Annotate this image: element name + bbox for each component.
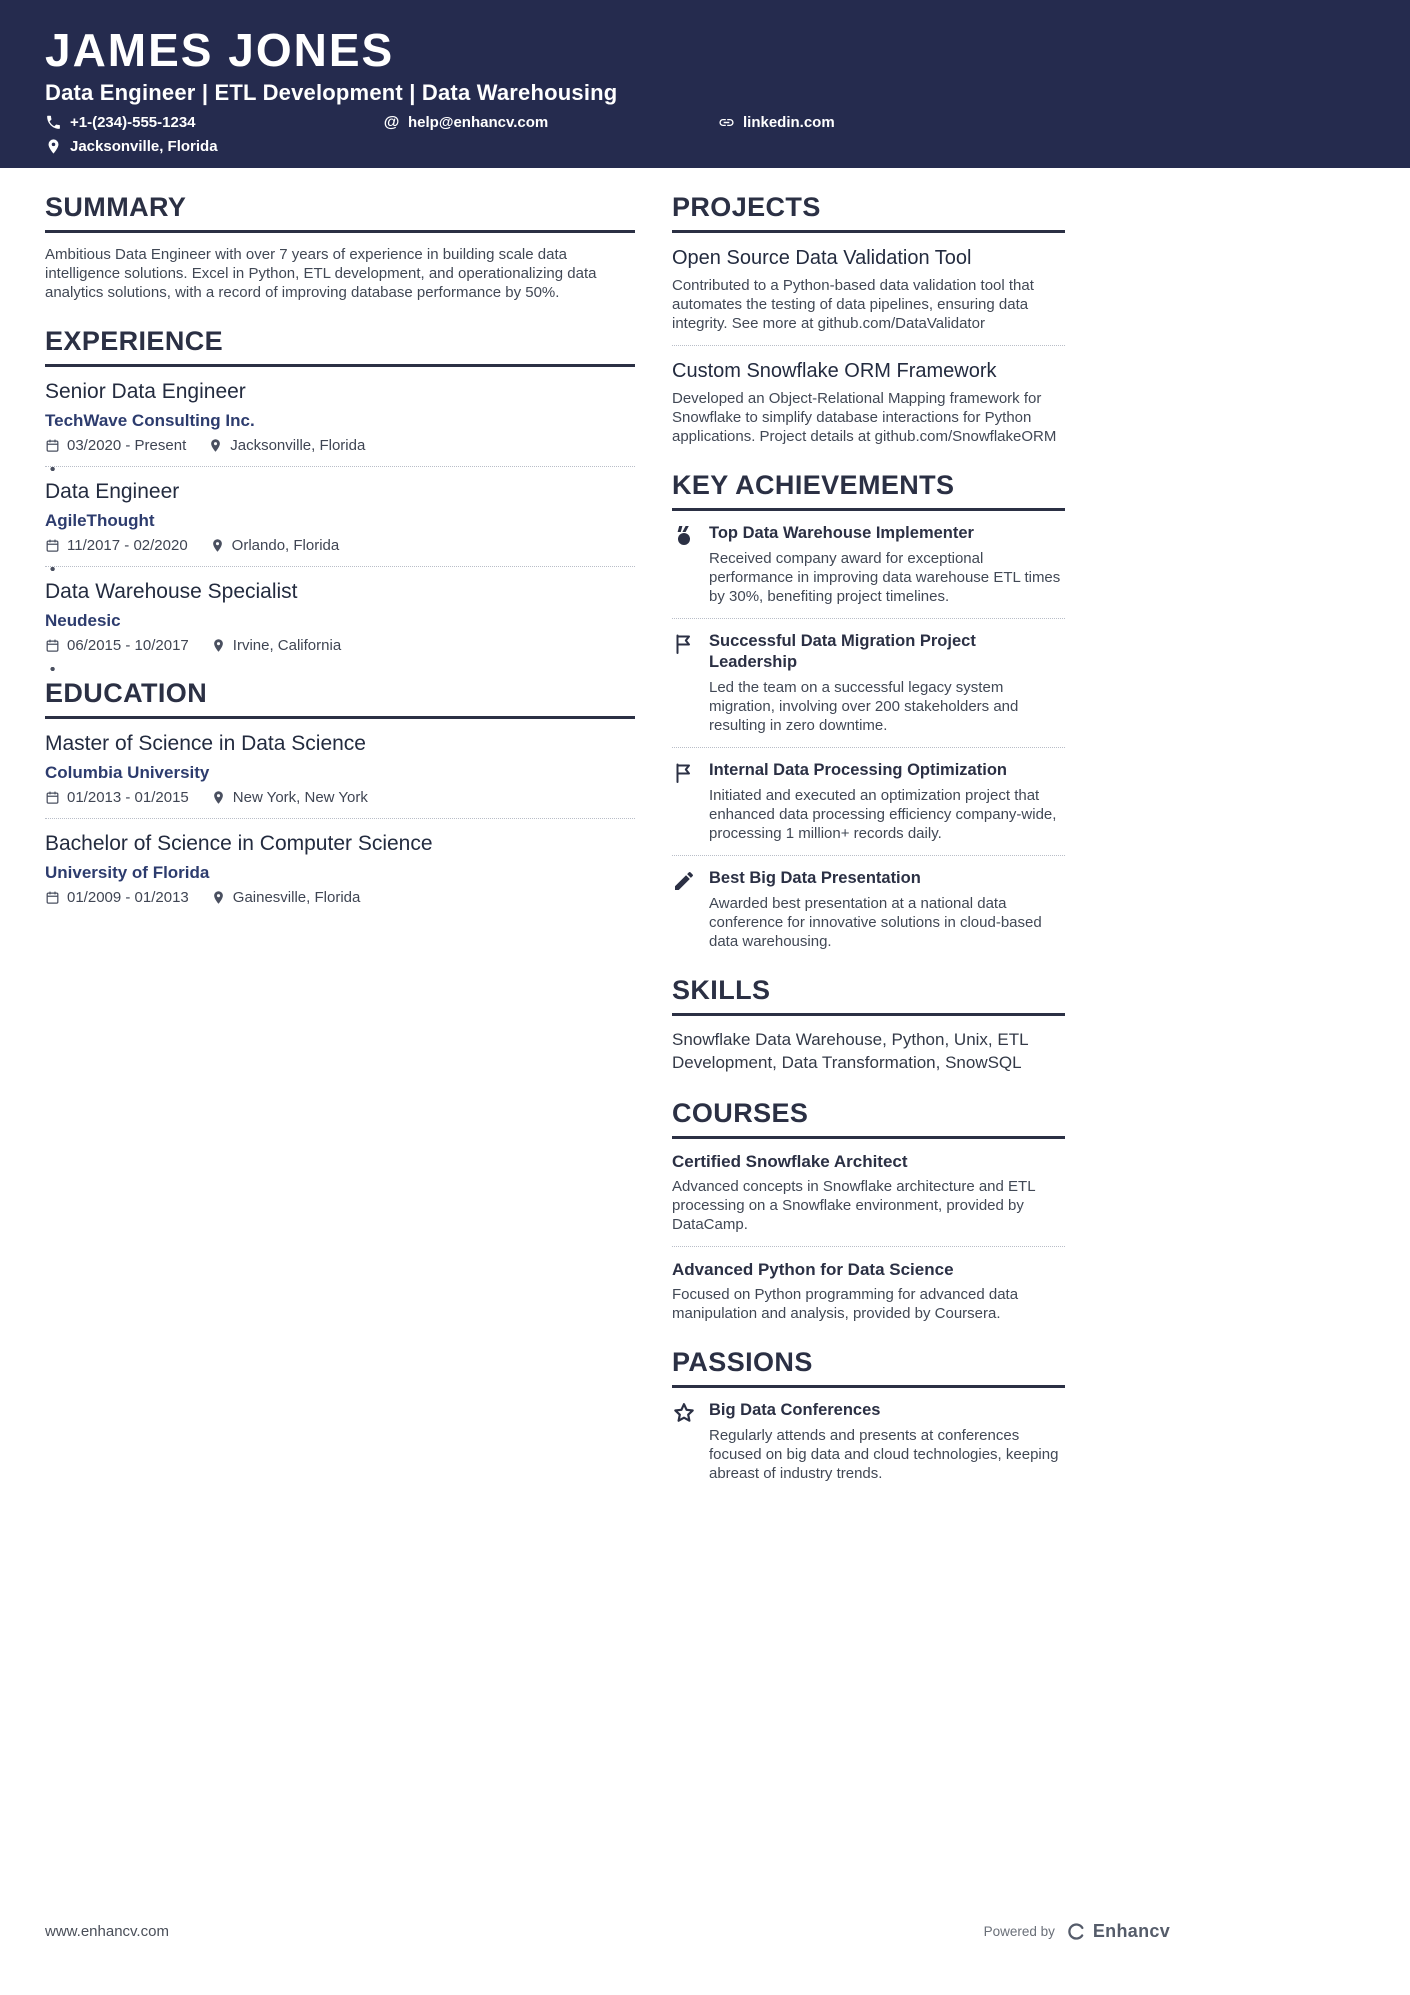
- achievement-title: Successful Data Migration Project Leadership: [709, 632, 976, 671]
- course-text: Focused on Python programming for advanced data manipulation and analysis, provided by Coursera.: [672, 1286, 1019, 1322]
- skills-text: Snowflake Data Warehouse, Python, Unix, ETL Development, Data Transformation, SnowSQL: [672, 1030, 1028, 1072]
- passions-list: [672, 1400, 1065, 1483]
- degree-school: University of Florida: [45, 863, 210, 882]
- job-location: Orlando, Florida: [231, 537, 340, 554]
- degree-dates: 01/2009 - 01/2013: [67, 889, 189, 906]
- achievements-list: [672, 523, 1065, 951]
- project-title: Custom Snowflake ORM Framework: [672, 360, 997, 382]
- enhancv-logo[interactable]: [1066, 1921, 1170, 1942]
- job-dates-group: [45, 537, 188, 554]
- divider: [672, 1246, 1065, 1247]
- achievement-item: [672, 868, 1065, 951]
- medal-icon: [672, 524, 696, 548]
- location-icon: [211, 890, 226, 905]
- project-text: Developed an Object-Relational Mapping framework for Snowflake to simplify database interactions for Python applications. Project details at github.com/SnowflakeORM: [672, 390, 1057, 445]
- phone-icon: [45, 114, 62, 131]
- enhancv-brand: Enhancv: [1092, 1921, 1170, 1941]
- degree-dates-group: [45, 889, 189, 906]
- education-section: [45, 678, 635, 906]
- divider: [672, 345, 1065, 346]
- summary-heading: SUMMARY: [45, 192, 635, 233]
- phone-number: +1-(234)-555-1234: [70, 114, 196, 131]
- job-meta: [45, 537, 635, 554]
- location-contact: [45, 138, 218, 155]
- job-title: Data Engineer: [45, 480, 180, 503]
- page-footer: [45, 1921, 1170, 1942]
- job-title: Data Warehouse Specialist: [45, 580, 298, 603]
- calendar-icon: [45, 890, 60, 905]
- job-meta: [45, 637, 635, 654]
- job-dates: 06/2015 - 10/2017: [67, 637, 189, 654]
- divider: [672, 747, 1065, 748]
- email-icon: @: [383, 114, 400, 131]
- divider: [672, 855, 1065, 856]
- achievement-title: Big Data Conferences: [709, 1401, 881, 1419]
- location-icon: [45, 138, 62, 155]
- person-name: JAMES JONES: [45, 24, 395, 76]
- course-title: Advanced Python for Data Science: [672, 1260, 954, 1279]
- achievement-text: Initiated and executed an optimization project that enhanced data processing efficiency company-wide, processing 1 million+ records daily.: [709, 787, 1057, 842]
- course-title: Certified Snowflake Architect: [672, 1152, 908, 1171]
- achievement-title: Internal Data Processing Optimization: [709, 761, 1007, 779]
- summary-text: Ambitious Data Engineer with over 7 years of experience in building scale data intelligence solutions. Excel in Python, ETL development, and operationalizing data analytics solutions, with a record of improving database performance by 50%.: [45, 246, 597, 301]
- flag-icon: [672, 761, 696, 785]
- degree-location: Gainesville, Florida: [232, 889, 361, 906]
- projects-list: [672, 245, 1065, 446]
- skills-section: [672, 975, 1065, 1074]
- footer-branding: [984, 1921, 1170, 1942]
- divider: [45, 566, 635, 567]
- experience-entry: [45, 479, 635, 567]
- resume-header: [0, 0, 1410, 168]
- degree-dates: 01/2013 - 01/2015: [67, 789, 189, 806]
- phone-contact[interactable]: [45, 114, 383, 131]
- link-icon: [718, 114, 735, 131]
- location-icon: [210, 538, 225, 553]
- degree-location-group: [211, 789, 368, 806]
- degree-school: Columbia University: [45, 763, 210, 782]
- enhancv-logo-icon: [1066, 1921, 1087, 1942]
- education-heading: EDUCATION: [45, 678, 635, 719]
- job-company: Neudesic: [45, 611, 121, 630]
- divider: [45, 818, 635, 819]
- experience-heading: EXPERIENCE: [45, 326, 635, 367]
- job-company: AgileThought: [45, 511, 155, 530]
- calendar-icon: [45, 438, 60, 453]
- job-dates: 03/2020 - Present: [67, 437, 187, 454]
- courses-heading: COURSES: [672, 1098, 1065, 1139]
- job-location-group: [210, 537, 340, 554]
- powered-by-label: Powered by: [983, 1924, 1055, 1939]
- degree-dates-group: [45, 789, 189, 806]
- achievement-item: [672, 760, 1065, 856]
- job-location: Jacksonville, Florida: [230, 437, 366, 454]
- achievement-title: Best Big Data Presentation: [709, 869, 921, 887]
- achievement-item: [672, 631, 1065, 748]
- location-icon: [211, 790, 226, 805]
- course-item: [672, 1259, 1065, 1323]
- passions-section: [672, 1347, 1065, 1483]
- courses-list: [672, 1151, 1065, 1323]
- experience-entry: [45, 379, 635, 467]
- project-text: Contributed to a Python-based data validation tool that automates the testing of data pipelines, ensuring data integrity. See more at github.com/DataValidator: [672, 277, 1034, 332]
- education-list: [45, 731, 635, 906]
- job-title: Senior Data Engineer: [45, 380, 246, 403]
- achievements-section: [672, 470, 1065, 951]
- location-text: Jacksonville, Florida: [70, 138, 218, 155]
- degree-location: New York, New York: [232, 789, 368, 806]
- education-entry: [45, 831, 635, 906]
- achievement-text: Regularly attends and presents at conferences focused on big data and cloud technologies, keeping abreast of industry trends.: [709, 1427, 1059, 1482]
- achievement-item: [672, 523, 1065, 619]
- email-contact[interactable]: [383, 114, 718, 131]
- projects-section: [672, 192, 1065, 446]
- location-icon: [211, 638, 226, 653]
- job-location-group: [208, 437, 365, 454]
- passions-heading: PASSIONS: [672, 1347, 1065, 1388]
- linkedin-contact[interactable]: [718, 114, 835, 131]
- location-icon: [208, 438, 223, 453]
- experience-entry: [45, 579, 635, 654]
- divider: [672, 618, 1065, 619]
- degree-location-group: [211, 889, 361, 906]
- right-column: [672, 168, 1065, 1483]
- job-dates: 11/2017 - 02/2020: [67, 537, 188, 554]
- footer-site-link[interactable]: www.enhancv.com: [45, 1923, 169, 1940]
- degree-title: Master of Science in Data Science: [45, 732, 366, 755]
- achievement-text: Led the team on a successful legacy system migration, involving over 200 stakeholders and resulting in zero downtime.: [709, 679, 1019, 734]
- courses-section: [672, 1098, 1065, 1323]
- course-text: Advanced concepts in Snowflake architecture and ETL processing on a Snowflake environment, provided by DataCamp.: [672, 1178, 1035, 1233]
- job-dates-group: [45, 637, 189, 654]
- contact-row: [45, 114, 1365, 131]
- email-address: help@enhancv.com: [408, 114, 549, 131]
- job-location: Irvine, California: [232, 637, 342, 654]
- star-icon: [672, 1401, 696, 1425]
- linkedin-link: linkedin.com: [743, 114, 835, 131]
- content-area: [45, 168, 1065, 1483]
- achievement-title: Top Data Warehouse Implementer: [709, 524, 974, 542]
- achievement-text: Awarded best presentation at a national data conference for innovative solutions in cloud-based data warehousing.: [709, 895, 1042, 950]
- project-item: [672, 358, 1065, 446]
- course-item: [672, 1151, 1065, 1247]
- person-title: Data Engineer | ETL Development | Data Warehousing: [45, 80, 618, 105]
- degree-meta: [45, 889, 635, 906]
- job-dates-group: [45, 437, 186, 454]
- projects-heading: PROJECTS: [672, 192, 1065, 233]
- job-company: TechWave Consulting Inc.: [45, 411, 255, 430]
- location-row: [45, 138, 1365, 155]
- job-meta: [45, 437, 635, 454]
- left-column: [45, 168, 635, 906]
- calendar-icon: [45, 638, 60, 653]
- flag-icon: [672, 632, 696, 656]
- divider: [45, 466, 635, 467]
- calendar-icon: [45, 538, 60, 553]
- education-entry: [45, 731, 635, 819]
- achievement-text: Received company award for exceptional performance in improving data warehouse ETL times by 30%, benefiting project timelines.: [709, 550, 1061, 605]
- passion-item: [672, 1400, 1065, 1483]
- summary-section: [45, 192, 635, 302]
- achievements-heading: KEY ACHIEVEMENTS: [672, 470, 1065, 511]
- pencil-icon: [672, 869, 696, 893]
- experience-section: [45, 326, 635, 654]
- jobs-list: [45, 379, 635, 654]
- skills-heading: SKILLS: [672, 975, 1065, 1016]
- degree-meta: [45, 789, 635, 806]
- degree-title: Bachelor of Science in Computer Science: [45, 832, 433, 855]
- job-location-group: [211, 637, 341, 654]
- project-item: [672, 245, 1065, 346]
- calendar-icon: [45, 790, 60, 805]
- project-title: Open Source Data Validation Tool: [672, 247, 972, 269]
